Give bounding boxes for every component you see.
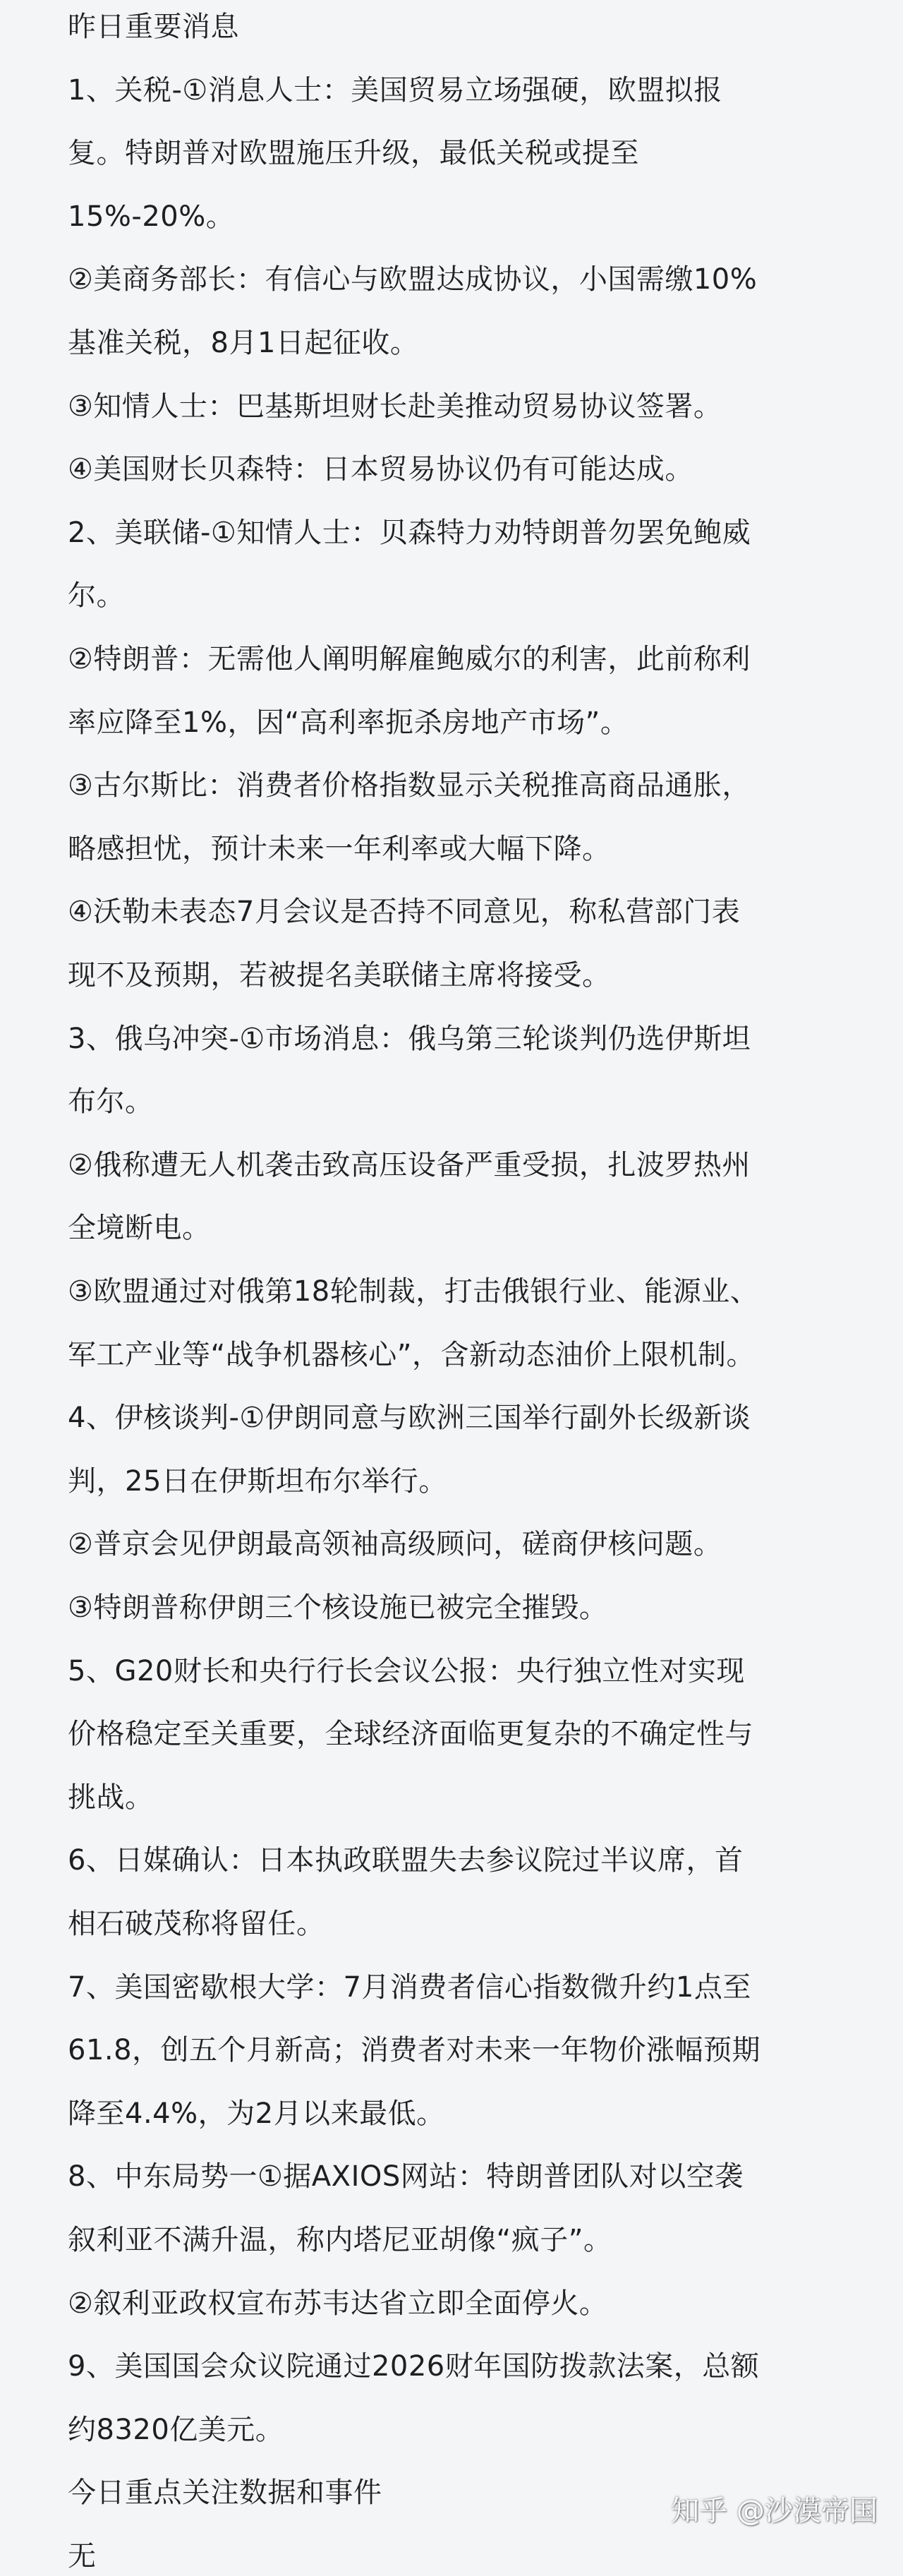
text-line: 尔。 — [68, 579, 125, 612]
text-line: 现不及预期，若被提名美联储主席将接受。 — [68, 959, 611, 992]
text-line: 9、美国国会众议院通过2026财年国防拨款法案，总额 — [68, 2350, 760, 2383]
text-line: 略感担忧，预计未来一年利率或大幅下降。 — [68, 833, 611, 865]
text-line: ②美商务部长：有信心与欧盟达成协议，小国需缴10% — [68, 263, 758, 296]
text-line: 5、G20财长和央行行长会议公报：央行独立性对实现 — [68, 1655, 745, 1687]
text-line: 叙利亚不满升温，称内塔尼亚胡像“疯子”。 — [68, 2224, 612, 2256]
text-line: ②普京会见伊朗最高领袖高级顾问，磋商伊核问题。 — [68, 1528, 722, 1560]
text-line: 2、美联储-①知情人士：贝森特力劝特朗普勿罢免鲍威 — [68, 517, 751, 549]
text-line: ②俄称遭无人机袭击致高压设备严重受损，扎波罗热州 — [68, 1149, 751, 1181]
text-line: 基准关税，8月1日起征收。 — [68, 327, 419, 359]
text-line: 判，25日在伊斯坦布尔举行。 — [68, 1465, 447, 1498]
text-line: 复。特朗普对欧盟施压升级，最低关税或提至 — [68, 137, 639, 169]
text-line: 7、美国密歇根大学：7月消费者信心指数微升约1点至 — [68, 1971, 751, 2004]
text-line: 无 — [68, 2540, 97, 2572]
text-line: ③知情人士：巴基斯坦财长赴美推动贸易协议签署。 — [68, 390, 722, 423]
text-line: 军工产业等“战争机器核心”，含新动态油价上限机制。 — [68, 1339, 755, 1371]
text-line: ④美国财长贝森特：日本贸易协议仍有可能达成。 — [68, 453, 693, 486]
text-line: ②叙利亚政权宣布苏韦达省立即全面停火。 — [68, 2287, 608, 2320]
text-line: 3、俄乌冲突-①市场消息：俄乌第三轮谈判仍选伊斯坦 — [68, 1023, 751, 1055]
page-title: 昨日重要消息 — [68, 11, 239, 43]
text-line: ③特朗普称伊朗三个核设施已被完全摧毁。 — [68, 1591, 608, 1624]
text-line: 61.8，创五个月新高；消费者对未来一年物价涨幅预期 — [68, 2034, 761, 2066]
text-line: 8、中东局势一①据AXIOS网站：特朗普团队对以空袭 — [68, 2160, 744, 2193]
text-line: 1、关税-①消息人士：美国贸易立场强硬，欧盟拟报 — [68, 74, 722, 107]
text-line: 约8320亿美元。 — [68, 2414, 284, 2446]
text-line: 相石破茂称将留任。 — [68, 1908, 325, 1940]
text-line: 布尔。 — [68, 1085, 154, 1118]
text-line: 今日重点关注数据和事件 — [68, 2476, 382, 2509]
watermark: 知乎 @沙漠帝国 — [671, 2495, 878, 2527]
text-line: 率应降至1%，因“高利率扼杀房地产市场”。 — [68, 706, 629, 739]
text-line: ②特朗普：无需他人阐明解雇鲍威尔的利害，此前称利 — [68, 643, 751, 675]
text-line: ④沃勒未表态7月会议是否持不同意见，称私营部门表 — [68, 896, 741, 928]
text-line: 降至4.4%，为2月以来最低。 — [68, 2097, 445, 2130]
text-line: ③欧盟通过对俄第18轮制裁，打击俄银行业、能源业、 — [68, 1275, 759, 1308]
text-line: 价格稳定至关重要，全球经济面临更复杂的不确定性与 — [68, 1718, 753, 1750]
text-line: 15%-20%。 — [68, 200, 235, 233]
text-line: 全境断电。 — [68, 1212, 211, 1244]
text-line: ③古尔斯比：消费者价格指数显示关税推高商品通胀， — [68, 769, 751, 802]
text-line: 挑战。 — [68, 1781, 154, 1814]
text-line: 4、伊核谈判-①伊朗同意与欧洲三国举行副外长级新谈 — [68, 1402, 751, 1434]
text-line: 6、日媒确认：日本执政联盟失去参议院过半议席，首 — [68, 1844, 744, 1877]
